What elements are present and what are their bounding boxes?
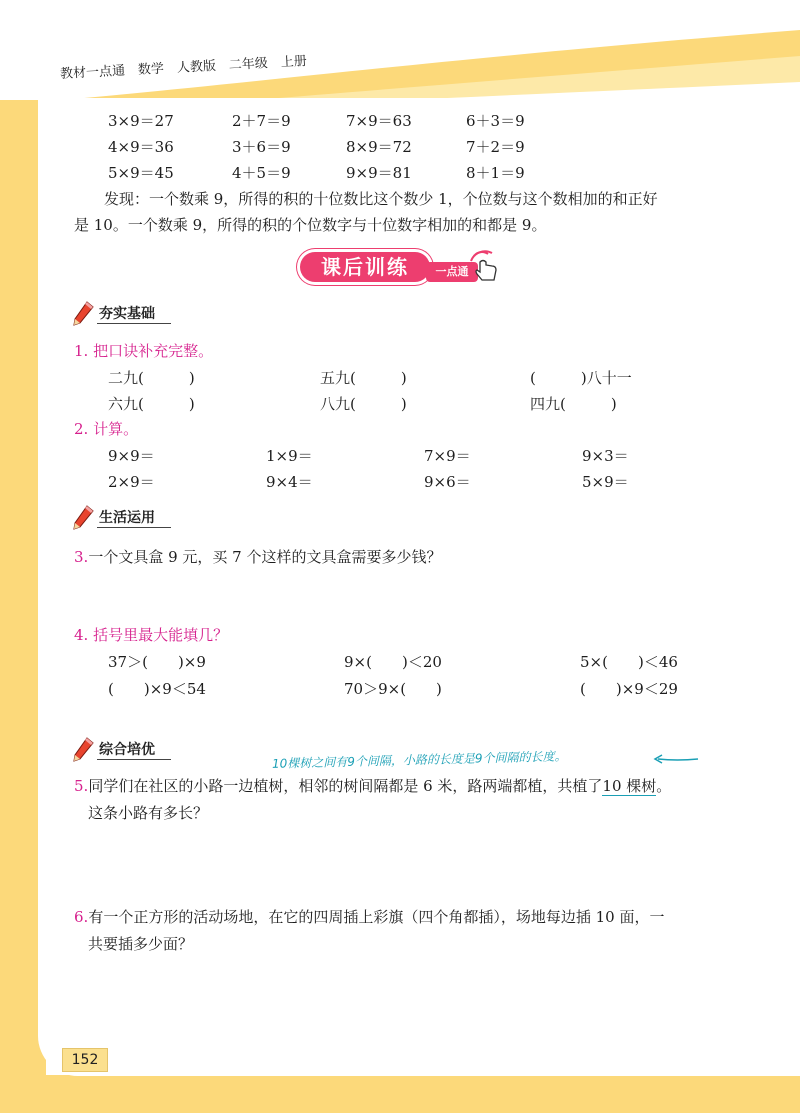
blank-item[interactable]: ( )八十一 [530, 369, 632, 387]
blank-item[interactable]: 六九( ) [108, 395, 195, 413]
calc-item[interactable]: 7×9＝ [424, 447, 471, 465]
calc-item[interactable]: 5×9＝ [582, 473, 629, 491]
section-underline [97, 759, 171, 760]
calc-item[interactable]: 9×3＝ [582, 447, 629, 465]
table-cell: 9×9＝81 [346, 164, 412, 182]
page-body [38, 98, 800, 1076]
inequality-item[interactable]: ( )×9＜29 [580, 680, 678, 698]
bottom-margin-strip [0, 1075, 800, 1113]
calc-item[interactable]: 9×4＝ [266, 473, 313, 491]
section-title: 生活运用 [99, 510, 155, 526]
table-cell: 6＋3＝9 [466, 112, 525, 130]
question-4-title: 4. 括号里最大能填几？ [74, 626, 229, 644]
punctuation: 。 [656, 777, 672, 795]
question-6-line-1 [74, 906, 664, 927]
calc-item[interactable]: 9×6＝ [424, 473, 471, 491]
book-header: 教材一点通 数学 人教版 二年级 上册 [59, 54, 308, 82]
table-cell: 4×9＝36 [108, 138, 174, 156]
table-cell: 7＋2＝9 [466, 138, 525, 156]
section-title: 综合培优 [99, 742, 155, 758]
question-number: 5. [74, 777, 89, 795]
section-basics [72, 301, 182, 327]
section-advanced [72, 737, 182, 763]
question-1-title: 1. 把口诀补充完整。 [74, 342, 214, 360]
discovery-line-1: 发现：一个数乘 9，所得的积的十位数比这个数少 1，个位数与这个数相加的和正好 [104, 190, 658, 208]
pencil-icon [72, 301, 94, 327]
calc-item[interactable]: 1×9＝ [266, 447, 313, 465]
after-class-banner [300, 248, 500, 288]
discovery-line-2: 是 10。一个数乘 9，所得的积的个位数字与十位数字相加的和都是 9。 [74, 216, 547, 234]
inequality-item[interactable]: 9×( )＜20 [344, 653, 442, 671]
section-application [72, 505, 182, 531]
inequality-item[interactable]: 70＞9×( ) [344, 680, 442, 698]
calc-item[interactable]: 9×9＝ [108, 447, 155, 465]
question-5-line-2: 这条小路有多长？ [88, 804, 209, 822]
table-cell: 8＋1＝9 [466, 164, 525, 182]
calc-item[interactable]: 2×9＝ [108, 473, 155, 491]
question-3 [74, 546, 441, 567]
section-underline [97, 323, 171, 324]
inequality-item[interactable]: ( )×9＜54 [108, 680, 206, 698]
pencil-icon [72, 505, 94, 531]
inequality-item[interactable]: 5×( )＜46 [580, 653, 678, 671]
note-arrow-icon [652, 752, 700, 766]
inequality-item[interactable]: 37＞( )×9 [108, 653, 206, 671]
table-cell: 2＋7＝9 [232, 112, 291, 130]
question-5-line-1 [74, 775, 671, 796]
question-number: 6. [74, 908, 89, 926]
question-text: 有一个正方形的活动场地，在它的四周插上彩旗（四个角都插），场地每边插 10 面，一 [88, 908, 665, 926]
table-cell: 4＋5＝9 [232, 164, 291, 182]
highlighted-phrase: 10 棵树 [602, 777, 657, 795]
banner-subtitle: 一点通 [426, 262, 478, 282]
table-cell: 3＋6＝9 [232, 138, 291, 156]
blank-item[interactable]: 五九( ) [320, 369, 407, 387]
section-title: 夯实基础 [99, 306, 155, 322]
handwritten-note: 10棵树之间有9个间隔，小路的长度是9个间隔的长度。 [271, 749, 567, 771]
table-cell: 8×9＝72 [346, 138, 412, 156]
blank-item[interactable]: 四九( ) [530, 395, 617, 413]
blank-item[interactable]: 八九( ) [320, 395, 407, 413]
question-number: 3. [74, 548, 89, 566]
question-text: 一个文具盒 9 元，买 7 个这样的文具盒需要多少钱？ [88, 548, 442, 566]
section-underline [97, 527, 171, 528]
blank-item[interactable]: 二九( ) [108, 369, 195, 387]
table-cell: 7×9＝63 [346, 112, 412, 130]
table-cell: 3×9＝27 [108, 112, 174, 130]
question-2-title: 2. 计算。 [74, 420, 139, 438]
question-text: 同学们在社区的小路一边植树，相邻的树间隔都是 6 米，路两端都植，共植了 [88, 777, 603, 795]
pointing-hand-icon [468, 250, 502, 282]
banner-title: 课后训练 [300, 252, 430, 282]
question-6-line-2: 共要插多少面？ [88, 935, 194, 953]
table-cell: 5×9＝45 [108, 164, 174, 182]
page-number: 152 [62, 1048, 108, 1072]
pencil-icon [72, 737, 94, 763]
